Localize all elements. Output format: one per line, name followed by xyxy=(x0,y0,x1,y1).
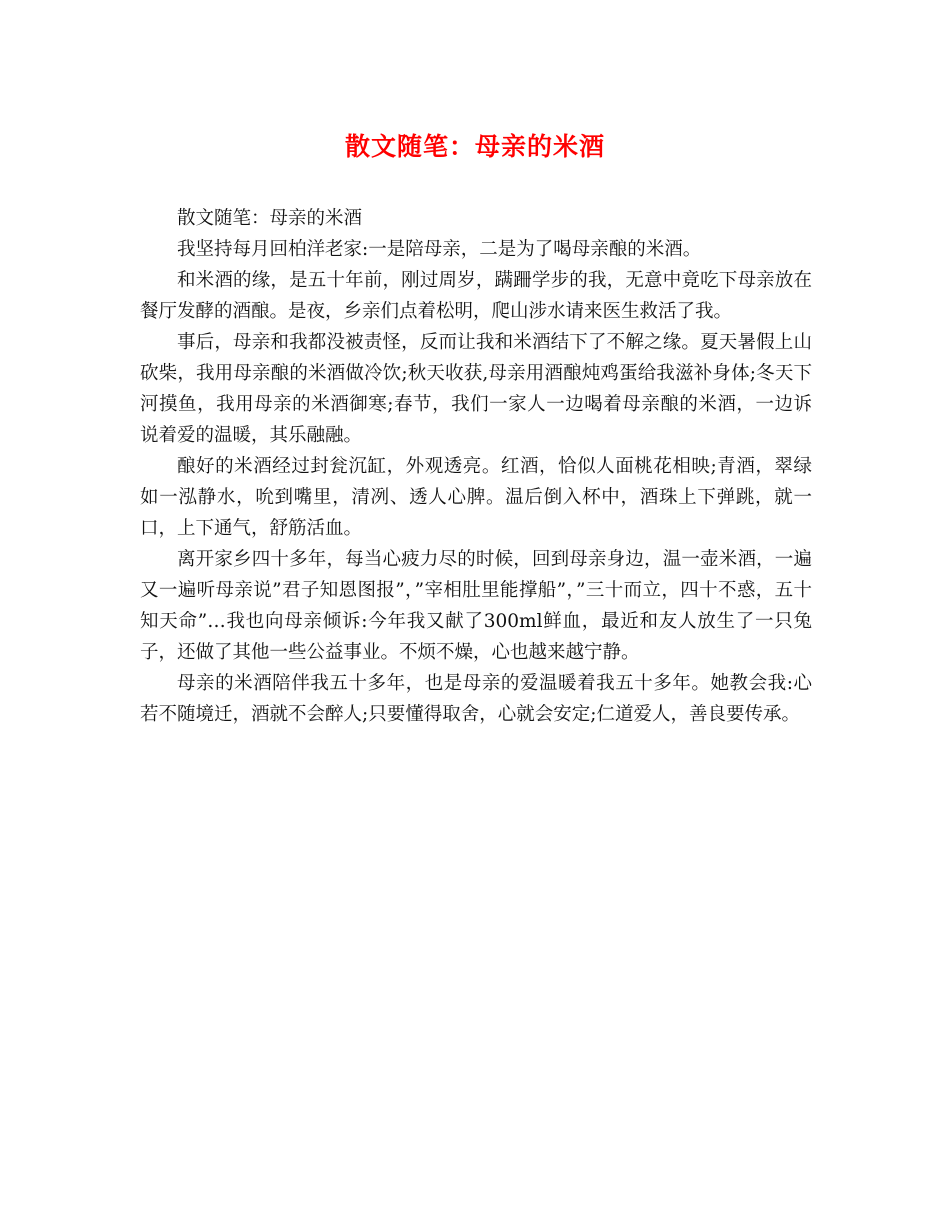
document-body xyxy=(140,203,812,730)
paragraph: 我坚持每月回柏洋老家:一是陪母亲，二是为了喝母亲酿的米酒。 xyxy=(177,239,702,260)
document-title: 散文随笔：母亲的米酒 xyxy=(344,132,605,161)
paragraph: 酿好的米酒经过封瓮沉缸，外观透亮。红酒，恰似人面桃花相映;青酒，翠绿如一泓静水，吮到嘴里，清冽、透人心脾。温后倒入杯中，酒珠上下弹跳，就一口，上下通气，舒筋活血。 xyxy=(140,456,812,539)
paragraph: 母亲的米酒陪伴我五十多年，也是母亲的爱温暖着我五十多年。她教会我:心若不随境迁，酒就不会醉人;只要懂得取舍，心就会安定;仁道爱人，善良要传承。 xyxy=(140,673,812,725)
paragraph: 事后，母亲和我都没被责怪，反而让我和米酒结下了不解之缘。夏天暑假上山砍柴，我用母亲酿的米酒做冷饮;秋天收获,母亲用酒酿炖鸡蛋给我滋补身体;冬天下河摸鱼，我用母亲的米酒御寒;春节，我们一家人一边喝着母亲酿的米酒，一边诉说着爱的温暖，其乐融融。 xyxy=(140,332,812,446)
paragraph: 离开家乡四十多年，每当心疲力尽的时候，回到母亲身边，温一壶米酒，一遍又一遍听母亲说”君子知恩图报”，”宰相肚里能撑船”，”三十而立，四十不惑，五十知天命”…我也向母亲倾诉:今年我又献了300ml鲜血，最近和友人放生了一只兔子，还做了其他一些公益事业。不烦不燥，心也越来越宁静。 xyxy=(140,549,812,663)
paragraph: 和米酒的缘，是五十年前，刚过周岁，蹒跚学步的我，无意中竟吃下母亲放在餐厅发酵的酒酿。是夜，乡亲们点着松明，爬山涉水请来医生救活了我。 xyxy=(140,270,812,322)
paragraph-subtitle: 散文随笔：母亲的米酒 xyxy=(177,208,363,229)
